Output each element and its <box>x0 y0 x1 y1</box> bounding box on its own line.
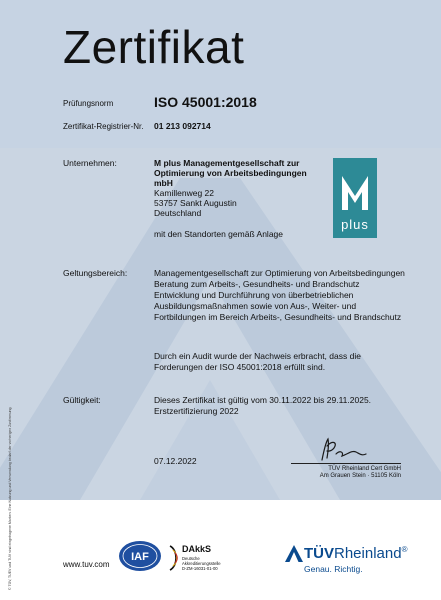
company-name-line1: M plus Managementgesellschaft zur <box>154 158 300 168</box>
scope-line2: Beratung zum Arbeits-, Gesundheits- und Brandschutz <box>154 279 360 289</box>
validity-line1: Dieses Zertifikat ist gültig vom 30.11.2022 bis 29.11.2025. <box>154 395 372 405</box>
certificate-title: Zertifikat <box>63 21 245 73</box>
company-label: Unternehmen: <box>63 158 117 168</box>
registration-value: 01 213 092714 <box>154 121 211 131</box>
scope-line5: Fortbildungen im Bereich Arbeits-, Gesundheits- und Brandschutz <box>154 312 402 322</box>
tuv-registered-mark: ® <box>401 545 408 554</box>
company-name-line3: mbH <box>154 178 173 188</box>
registration-label: Zertifikat-Registrier-Nr. <box>63 122 144 131</box>
scope-line4: Ausbildungsmaßnahmen sowie von Aus-, Weiter- und <box>154 301 357 311</box>
standard-value: ISO 45001:2018 <box>154 94 257 110</box>
dakks-mark-icon <box>168 544 180 572</box>
company-country: Deutschland <box>154 208 202 218</box>
mplus-logo-letter-icon <box>333 170 377 214</box>
tuv-triangle-icon <box>285 545 303 562</box>
website-url: www.tuv.com <box>63 560 110 569</box>
company-sites-note: mit den Standorten gemäß Anlage <box>154 229 283 239</box>
tuv-brand-rest: Rheinland <box>334 545 402 562</box>
validity-line2: Erstzertifizierung 2022 <box>154 406 239 416</box>
trademark-note: © TÜV, TUEV und TUV sind eingetragene Marken. Eine Nutzung und Verwendung bedarf der vorherigen Zustimmung. <box>8 406 12 590</box>
tuv-brand-bold: TÜV <box>304 545 334 562</box>
company-name-line2: Optimierung von Arbeitsbedingungen <box>154 168 307 178</box>
company-street: Kamillenweg 22 <box>154 188 215 198</box>
signature-line <box>291 463 401 464</box>
mplus-logo <box>333 158 377 238</box>
validity-label: Gültigkeit: <box>63 395 101 405</box>
dakks-line1: Deutsche <box>182 556 200 561</box>
certifier-organization: TÜV Rheinland Cert GmbH <box>328 466 401 472</box>
certifier-address: Am Grauen Stein · 51105 Köln <box>319 473 401 479</box>
iaf-logo-text: IAF <box>131 551 149 563</box>
iaf-logo <box>118 540 162 574</box>
audit-line1: Durch ein Audit wurde der Nachweis erbracht, dass die <box>154 351 361 361</box>
tuv-brand-name <box>304 545 407 562</box>
audit-line2: Forderungen der ISO 45001:2018 erfüllt sind. <box>154 362 326 372</box>
mplus-logo-word: plus <box>341 217 369 232</box>
standard-label: Prüfungsnorm <box>63 99 114 108</box>
company-city: 53757 Sankt Augustin <box>154 198 237 208</box>
handwritten-signature <box>316 436 368 464</box>
dakks-line2: Akkreditierungsstelle <box>182 561 221 566</box>
dakks-line3: D-ZM-16031-01-00 <box>182 566 218 571</box>
dakks-title: DAkkS <box>182 544 212 554</box>
tuv-slogan: Genau. Richtig. <box>304 564 363 574</box>
scope-label: Geltungsbereich: <box>63 268 128 278</box>
scope-line1: Managementgesellschaft zur Optimierung von Arbeitsbedingungen <box>154 268 405 278</box>
scope-line3: Entwicklung und Durchführung von überbetrieblichen <box>154 290 354 300</box>
issue-date: 07.12.2022 <box>154 456 197 466</box>
